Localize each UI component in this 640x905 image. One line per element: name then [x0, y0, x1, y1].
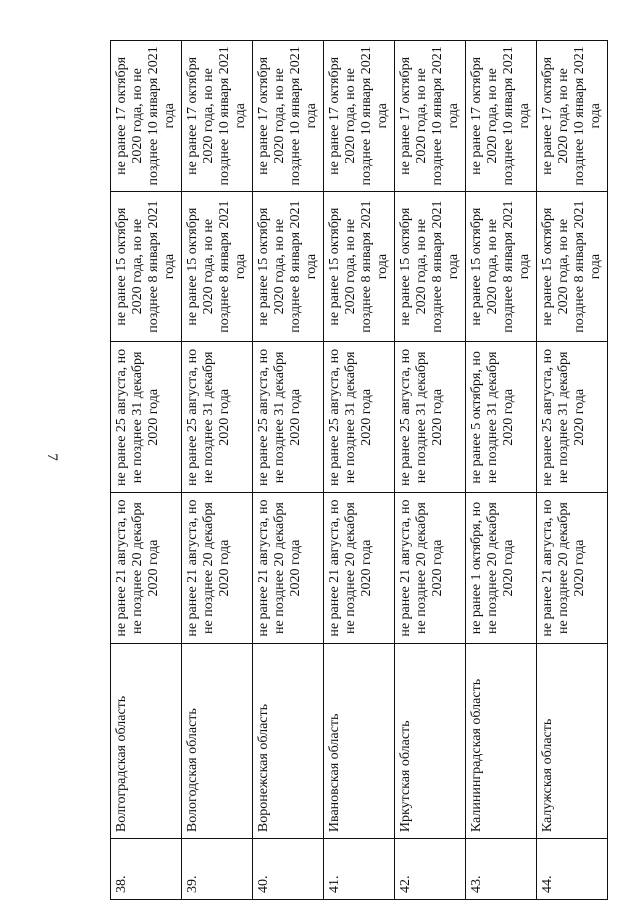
period-1: не ранее 21 августа, но не позднее 20 декабря 2020 года: [253, 493, 324, 644]
period-4: не ранее 17 октября 2020 года, но не позднее 10 января 2021 года: [111, 41, 182, 192]
period-1: не ранее 21 августа, но не позднее 20 декабря 2020 года: [537, 493, 608, 644]
region-name: Воронежская область: [253, 643, 324, 838]
period-1: не ранее 1 октября, но не позднее 20 декабря 2020 года: [466, 493, 537, 644]
period-4: не ранее 17 октября 2020 года, но не позднее 10 января 2021 года: [182, 41, 253, 192]
period-3: не ранее 15 октября 2020 года, но не позднее 8 января 2021 года: [466, 191, 537, 342]
schedule-table: [110, 40, 608, 900]
table-row: [395, 41, 466, 900]
page-number: 7: [44, 453, 60, 461]
period-3: не ранее 15 октября 2020 года, но не позднее 8 января 2021 года: [537, 191, 608, 342]
period-2: не ранее 25 августа, но не позднее 31 декабря 2020 года: [253, 342, 324, 493]
period-1: не ранее 21 августа, но не позднее 20 декабря 2020 года: [395, 493, 466, 644]
period-4: не ранее 17 октября 2020 года, но не позднее 10 января 2021 года: [395, 41, 466, 192]
table-row: [182, 41, 253, 900]
period-2: не ранее 25 августа, но не позднее 31 декабря 2020 года: [111, 342, 182, 493]
region-name: Калининградская область: [466, 643, 537, 838]
row-number: 38.: [111, 839, 182, 900]
region-name: Иркутская область: [395, 643, 466, 838]
period-2: не ранее 25 августа, но не позднее 31 декабря 2020 года: [537, 342, 608, 493]
period-3: не ранее 15 октября 2020 года, но не позднее 8 января 2021 года: [182, 191, 253, 342]
region-name: Калужская область: [537, 643, 608, 838]
period-4: не ранее 17 октября 2020 года, но не позднее 10 января 2021 года: [324, 41, 395, 192]
period-3: не ранее 15 октября 2020 года, но не позднее 8 января 2021 года: [253, 191, 324, 342]
period-3: не ранее 15 октября 2020 года, но не позднее 8 января 2021 года: [111, 191, 182, 342]
row-number: 40.: [253, 839, 324, 900]
table-row: [466, 41, 537, 900]
table-row: [324, 41, 395, 900]
period-1: не ранее 21 августа, но не позднее 20 декабря 2020 года: [324, 493, 395, 644]
row-number: 43.: [466, 839, 537, 900]
period-2: не ранее 5 октября, но не позднее 31 декабря 2020 года: [466, 342, 537, 493]
period-2: не ранее 25 августа, но не позднее 31 декабря 2020 года: [395, 342, 466, 493]
period-4: не ранее 17 октября 2020 года, но не позднее 10 января 2021 года: [253, 41, 324, 192]
period-1: не ранее 21 августа, но не позднее 20 декабря 2020 года: [111, 493, 182, 644]
table-row: [537, 41, 608, 900]
region-name: Ивановская область: [324, 643, 395, 838]
period-4: не ранее 17 октября 2020 года, но не позднее 10 января 2021 года: [537, 41, 608, 192]
schedule-table-wrapper: [110, 40, 603, 900]
region-name: Вологодская область: [182, 643, 253, 838]
row-number: 41.: [324, 839, 395, 900]
region-name: Волгоградская область: [111, 643, 182, 838]
row-number: 44.: [537, 839, 608, 900]
period-1: не ранее 21 августа, но не позднее 20 декабря 2020 года: [182, 493, 253, 644]
row-number: 42.: [395, 839, 466, 900]
period-2: не ранее 25 августа, но не позднее 31 декабря 2020 года: [324, 342, 395, 493]
period-3: не ранее 15 октября 2020 года, но не позднее 8 января 2021 года: [395, 191, 466, 342]
period-3: не ранее 15 октября 2020 года, но не позднее 8 января 2021 года: [324, 191, 395, 342]
row-number: 39.: [182, 839, 253, 900]
period-4: не ранее 17 октября 2020 года, но не позднее 10 января 2021 года: [466, 41, 537, 192]
period-2: не ранее 25 августа, но не позднее 31 декабря 2020 года: [182, 342, 253, 493]
table-row: [111, 41, 182, 900]
table-row: [253, 41, 324, 900]
